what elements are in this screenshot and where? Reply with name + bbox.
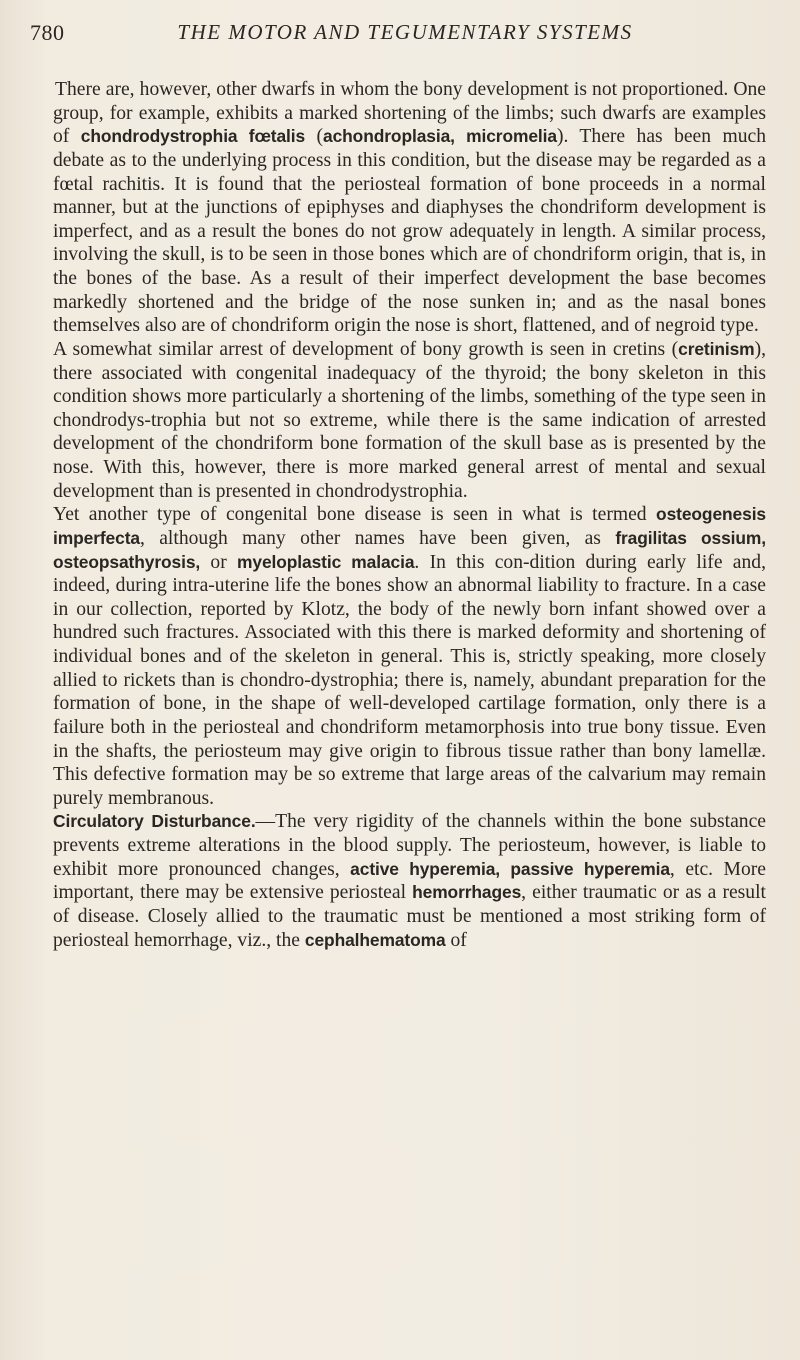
text-run: A somewhat similar arrest of development of bony growth is seen in cretins (: [53, 338, 679, 360]
text-run: There are, however, other dwarfs in whom the bony development is not proportioned. One group, for example, exhibits a marked shortening of the limbs; such dwarfs are examples of: [53, 79, 766, 148]
bold-term: achondroplasia, micromelia: [323, 126, 557, 147]
text-run: (: [305, 126, 324, 148]
bold-term: myeloplastic malacia: [237, 551, 415, 572]
text-run: or: [200, 551, 238, 573]
paragraph: [53, 78, 766, 338]
page-number: 780: [30, 20, 65, 45]
bold-term: chondrodystrophia fœtalis: [80, 126, 306, 147]
paragraph: [53, 338, 766, 503]
paragraph: [53, 503, 766, 810]
bold-term: osteogenesis imperfecta: [53, 504, 766, 548]
bold-term: fragilitas ossium, osteopsathyrosis,: [53, 527, 767, 572]
bold-term: cretinism: [678, 338, 755, 359]
text-run: of: [445, 929, 467, 951]
text-run: —The very rigidity of the channels within the bone substance prevents extreme alterations in the blood supply. The periosteum, however, is liable to exhibit more pronounced changes,: [53, 811, 766, 880]
text-run: , although many other names have been given, as: [139, 527, 616, 549]
bold-term: Circulatory Disturbance.: [53, 811, 256, 832]
bold-term: hemorrhages: [412, 882, 522, 903]
page-header: [30, 20, 760, 54]
text-run: Yet another type of congenital bone disease is seen in what is termed: [53, 504, 657, 526]
text-run: ). There has been much debate as to the underlying process in this condition, but the disease may be regarded as a fœtal rachitis. It is found that the periosteal formation of bone proceeds in a normal manner, but at the junctions of epiphyses and diaphyses the chondriform development is imperfect, and as a result the bones do not grow adequately in length. A similar process, involving the skull, is to be seen in those bones which are of chondriform origin, that is, in the bones of the base. As a result of their imperfect development the base becomes markedly shortened and the bridge of the nose sunken in; and as the nasal bones themselves also are of chondriform origin the nose is short, flattened, and of negroid type.: [53, 126, 766, 337]
text-run: ), there associated with congenital inadequacy of the thyroid; the bony skeleton in this condition shows more particularly a shortening of the limbs, something of the type seen in chondrodys-trophia but not so extreme, while there is the same indication of arrested development of the chondriform bone formation of the skull base as is presented by the nose. With this, however, there is more marked general arrest of mental and sexual development than is presented in chondrodystrophia.: [53, 338, 766, 502]
paragraph: [53, 810, 766, 952]
bold-term: cephalhematoma: [304, 929, 446, 950]
running-head: THE MOTOR AND TEGUMENTARY SYSTEMS: [177, 20, 633, 44]
text-run: , either traumatic or as a result of disease. Closely allied to the traumatic must be mentioned a most striking form of periosteal hemorrhage, viz., the: [53, 882, 766, 951]
body-text: [53, 78, 766, 952]
text-run: . In this con-dition during early life and, indeed, during intra-uterine life the bones show an abnormal liability to fracture. In a case in our collection, reported by Klotz, the body of the newly born infant showed over a hundred such fractures. Associated with this there is marked deformity and shortening of individual bones and of the skeleton in general. This is, strictly speaking, more closely allied to rickets than is chondro-dystrophia; there is, namely, abundant preparation for the formation of bone, in the shape of well-developed cartilage formation, only there is a failure both in the periosteal and chondriform metamorphosis into true bony tissue. Even in the shafts, the periosteum may give origin to fibrous tissue rather than bony lamellæ. This defective formation may be so extreme that large areas of the calvarium may remain purely membranous.: [53, 551, 766, 809]
bold-term: active hyperemia, passive hyperemia: [350, 858, 670, 879]
text-run: , etc. More important, there may be extensive periosteal: [53, 858, 766, 904]
